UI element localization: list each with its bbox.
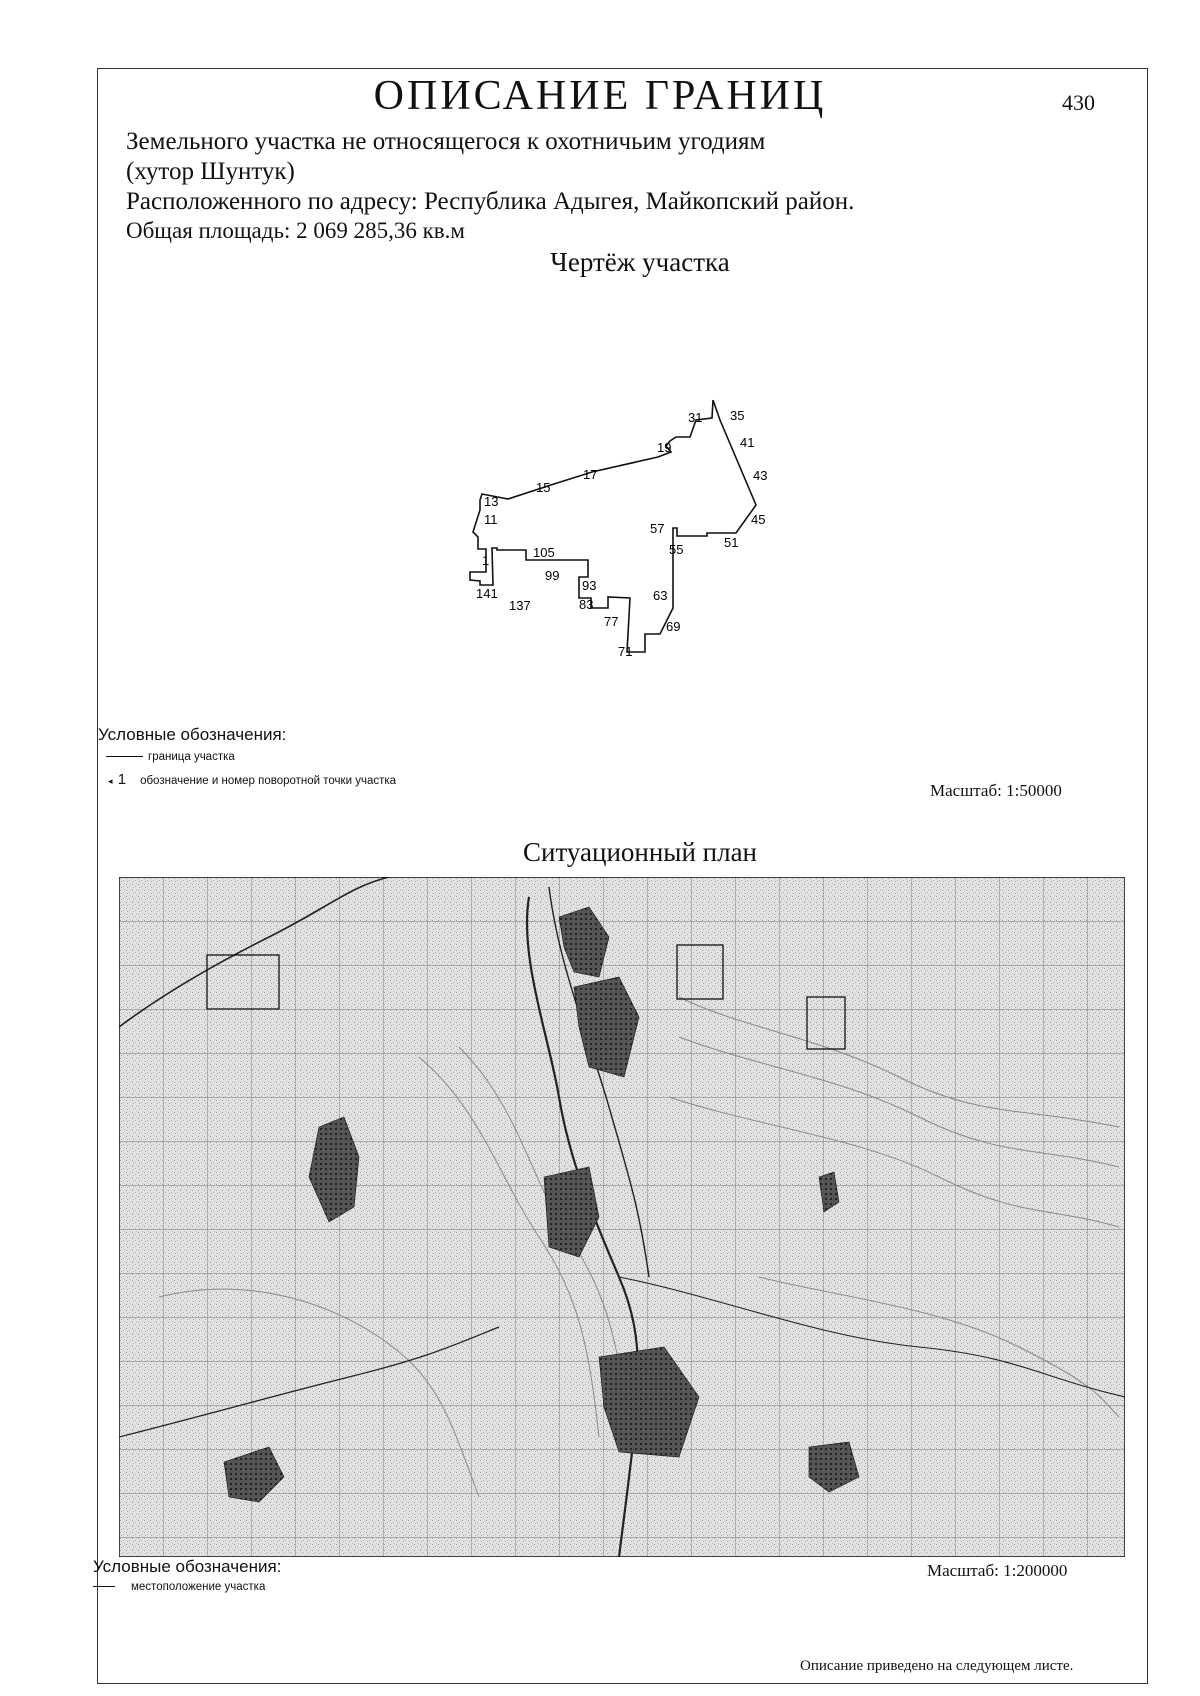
point-label: 93	[582, 578, 597, 593]
point-label: 141	[476, 586, 498, 601]
legend-point-label: обозначение и номер поворотной точки участка	[140, 775, 397, 787]
legend-location-item	[93, 1581, 265, 1593]
point-label: 11	[484, 512, 498, 527]
legend-point-item	[108, 771, 396, 788]
point-label: 137	[509, 598, 531, 613]
point-label: 69	[666, 619, 681, 634]
legend-boundary-label: граница участка	[148, 751, 235, 763]
description-line-2: (хутор Шунтук)	[126, 158, 295, 185]
boundary-line-sample	[106, 756, 143, 757]
point-label: 99	[545, 568, 560, 583]
legend-point-number: 1	[117, 771, 127, 788]
drawing-scale: Масштаб: 1:50000	[930, 781, 1062, 800]
plan-scale: Масштаб: 1:200000	[927, 1561, 1068, 1580]
drawing-title: Чертёж участка	[550, 247, 730, 277]
legend-boundary-item	[106, 751, 235, 763]
point-label: 63	[653, 588, 668, 603]
description-line-3: Расположенного по адресу: Республика Адыгея, Майкопский район.	[126, 188, 855, 215]
point-label: 19	[657, 440, 672, 455]
point-label: 45	[751, 512, 766, 527]
plot-drawing	[440, 390, 800, 670]
page-number: 430	[1062, 90, 1095, 115]
document-title: ОПИСАНИЕ ГРАНИЦ	[373, 73, 827, 119]
point-label: 43	[753, 468, 768, 483]
point-label: 57	[650, 521, 665, 536]
location-line-sample	[93, 1586, 115, 1587]
point-label: 17	[583, 467, 598, 482]
point-label: 71	[618, 644, 633, 659]
point-label: 1	[482, 553, 490, 568]
drawing-legend-title: Условные обозначения:	[98, 725, 287, 744]
footer-note: Описание приведено на следующем листе.	[800, 1658, 1074, 1674]
point-label: 77	[604, 614, 619, 629]
point-label: 105	[533, 545, 555, 560]
point-label: 41	[740, 435, 755, 450]
legend-location-label: местоположение участка	[131, 1581, 266, 1593]
description-line-1: Земельного участка не относящегося к охотничьим угодиям	[126, 128, 766, 155]
point-marker-icon: ◂	[108, 776, 113, 786]
plan-legend-title: Условные обозначения:	[93, 1557, 282, 1576]
point-label: 31	[688, 410, 703, 425]
point-label: 83	[579, 597, 594, 612]
situation-plan-title: Ситуационный план	[522, 837, 758, 867]
situation-map	[119, 877, 1125, 1557]
point-label: 13	[484, 494, 499, 509]
point-label: 51	[724, 535, 739, 550]
point-label: 35	[730, 408, 745, 423]
point-label: 55	[669, 542, 684, 557]
description-line-4: Общая площадь: 2 069 285,36 кв.м	[126, 218, 465, 243]
point-label: 15	[536, 480, 551, 495]
